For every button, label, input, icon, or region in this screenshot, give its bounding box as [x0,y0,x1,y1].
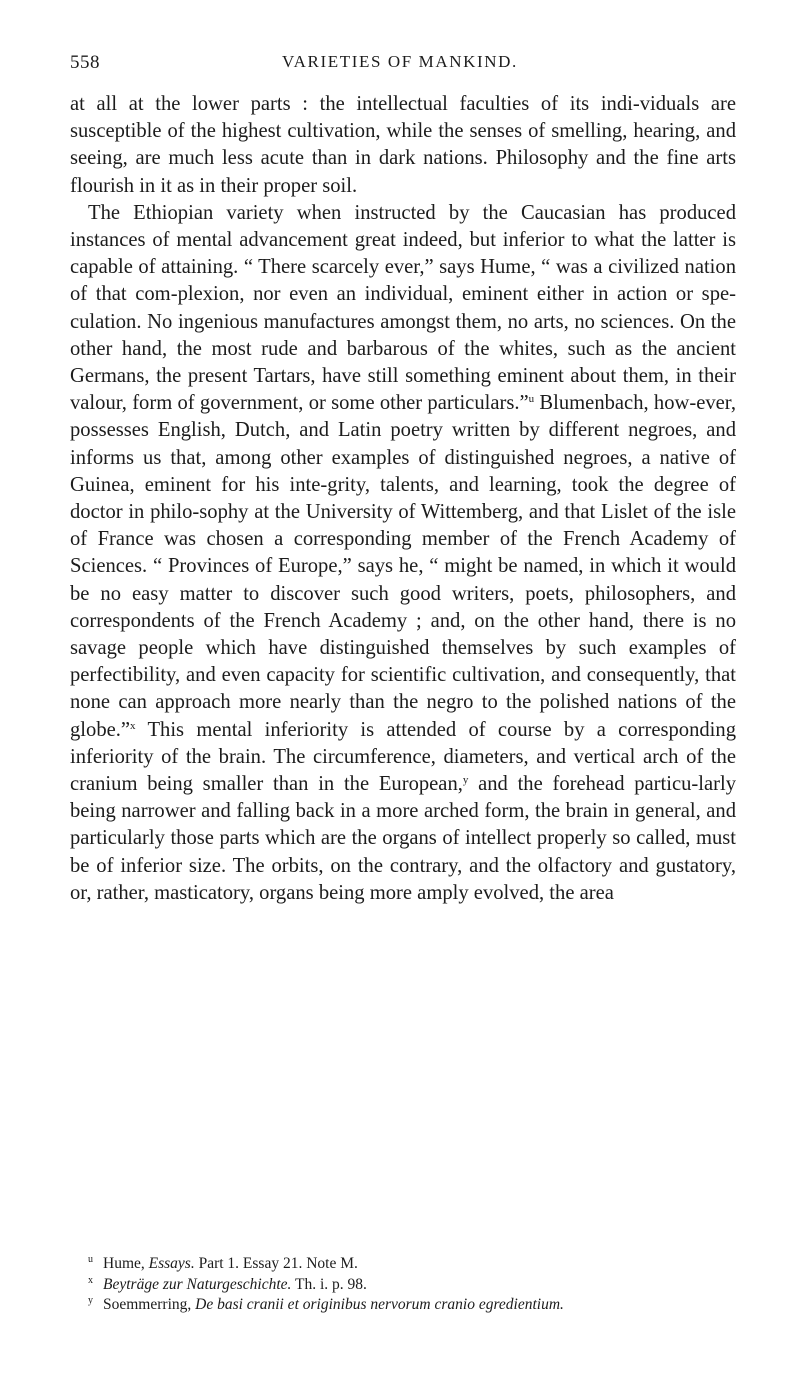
footnote-x: x Beyträge zur Naturgeschichte. Th. i. p. 98. [88,1274,367,1293]
footnote-detail: Part 1. Essay 21. Note M. [194,1255,358,1272]
footnote-ref-y[interactable]: y [462,774,469,787]
footnote-author: Hume, [103,1255,149,1272]
footnote-title: Essays. [148,1255,195,1272]
paragraph-text: and the forehead particu-larly being narrower and falling back in a more arched form, the brain in general, and particularly those parts which are the organs of intellect properly so called, must be of inferior size. The orbits, on the contrary, and the olfactory and gustatory, or, rather, masticatory, organs being more amply evolved, the area [70,773,736,904]
paragraph-text: at all at the lower parts : the intellectual faculties of its indi-viduals are susceptible of the highest cultivation, while the senses of smelling, hearing, and seeing, are much less acute than in dark nations. Philosophy and the fine arts flourish in it as in their proper soil. [70,93,736,197]
page-number: 558 [70,52,100,73]
footnotes [88,1254,748,1316]
footnote-u: u Hume, Essays. Part 1. Essay 21. Note M. [88,1254,358,1272]
footnote-ref-u[interactable]: u [528,393,535,406]
paragraph-text: The Ethiopian variety when instructed by the Caucasian has produced instances of mental advancement great indeed, but inferior to what the latter is capable of attaining. “ There scarcely ever,” says Hume, “ was a civilized nation of that com-plexion, nor even an individual, eminent either in action or spe-culation. No ingenious manufactures amongst them, no arts, no sciences. On the other hand, the most rude and barbarous of the whites, such as the ancient Germans, the present Tartars, have still something eminent about them, in their valour, form of government, or some other particulars.” [70,201,736,415]
footnote-author: Soemmerring, [103,1296,196,1313]
running-head [70,52,750,76]
footnote-ref-x[interactable]: x [130,719,136,732]
paragraph-ethiopian-variety [70,200,736,907]
footnote-title: Beyträge zur Naturgeschichte. [103,1275,292,1293]
running-title: VARIETIES OF MANKIND. [282,52,518,71]
paragraph-text: This mental inferiority is attended of course by a corresponding inferiority of the brain. The circumference, diameters, and vertical arch of the cranium being smaller than in the European, [70,718,736,796]
paragraph-continuation [70,91,736,200]
footnote-y: y Soemmerring, De basi cranii et originibus nervorum cranio egredientium. [88,1295,564,1313]
footnote-detail: Th. i. p. 98. [291,1275,367,1293]
paragraph-text: Blumenbach, how-ever, possesses English, Dutch, and Latin poetry written by different negroes, and informs us that, among other examples of distinguished negroes, a native of Guinea, eminent for his inte-grity, talents, and learning, took the degree of doctor in philo-sophy at the University of Wittemberg, and that Lislet of the isle of France was chosen a corresponding member of the French Academy of Sciences. “ Provinces of Europe,” says he, “ might be named, in which it would be no easy matter to discover such good writers, poets, philosophers, and correspondents of the French Academy ; and, on the other hand, there is no savage people which have distinguished themselves by such examples of perfectibility, and even capacity for scientific cultivation, and consequently, that none can approach more nearly than the negro to the polished nations of the globe.” [70,392,736,741]
footnote-title: De basi cranii et originibus nervorum cranio egredientium. [195,1296,564,1313]
body-text [70,91,736,907]
